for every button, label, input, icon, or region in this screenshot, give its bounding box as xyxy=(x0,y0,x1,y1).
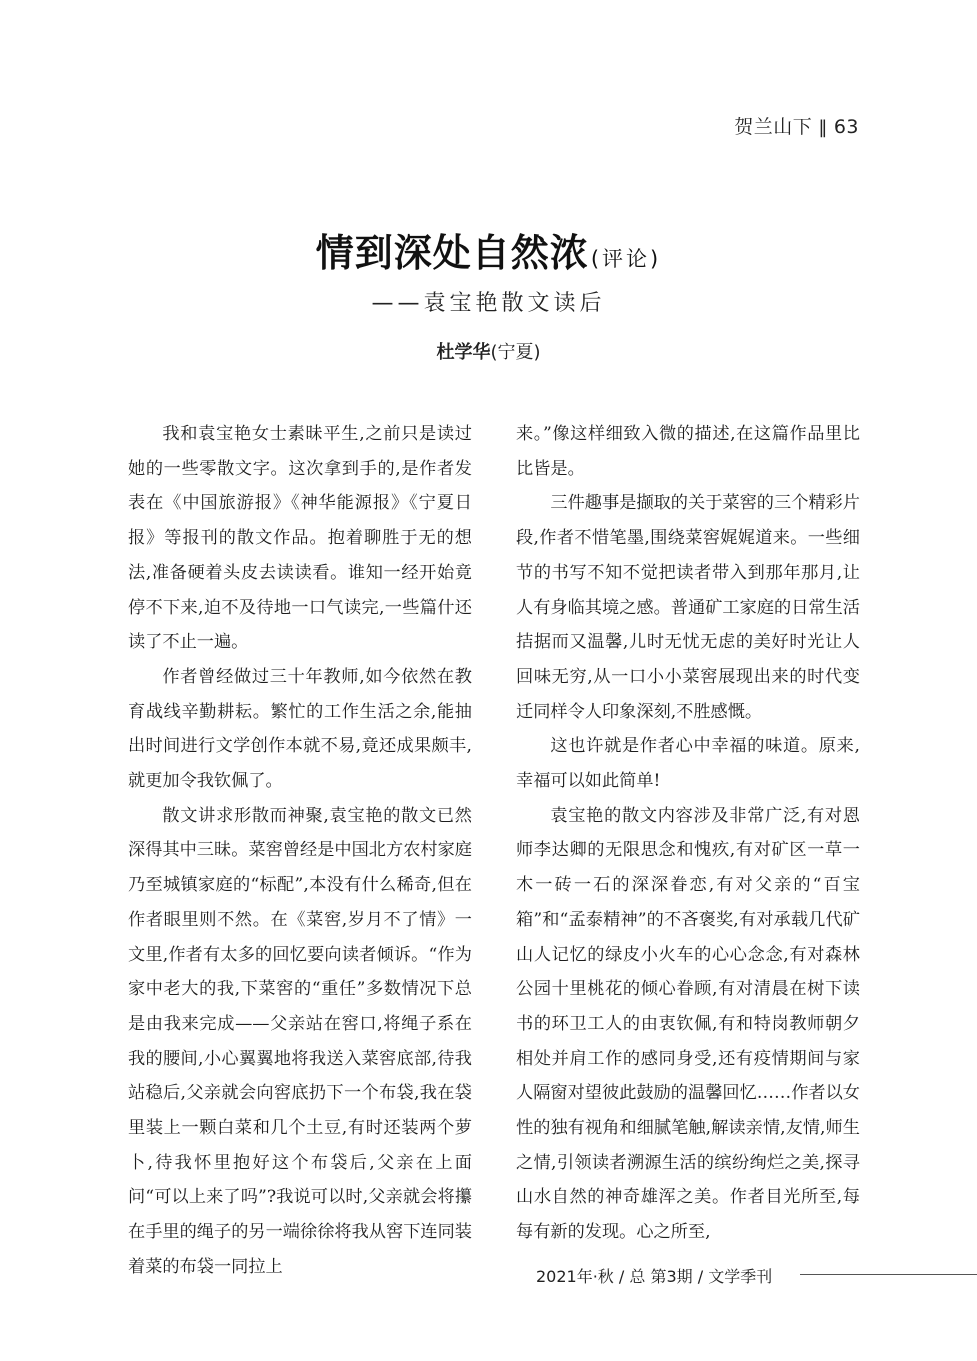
paragraph: 袁宝艳的散文内容涉及非常广泛,有对恩师李达卿的无限思念和愧疚,有对矿区一草一木一砖一石的深深眷恋,有对父亲的“百宝箱”和“孟泰精神”的不吝褒奖,有对承载几代矿山人记忆的绿皮小火车的心心念念,有对森林公园十里桃花的倾心眷顾,有对清晨在树下读书的环卫工人的由衷钦佩,有和特岗教师朝夕相处并肩工作的感同身受,还有疫情期间与家人隔窗对望彼此鼓励的温馨回忆……作者以女性的独有视角和细腻笔触,解读亲情,友情,师生之情,引领读者溯源生活的缤纷绚烂之美,探寻山水自然的神奇雄浑之美。作者目光所至,每每有新的发现。心之所至, xyxy=(516,805,860,1243)
footer-rule xyxy=(800,1274,977,1275)
section-name: 贺兰山下 xyxy=(734,116,813,138)
page-number: 63 xyxy=(833,116,859,138)
author-region: (宁夏) xyxy=(490,342,541,363)
paragraph: 散文讲求形散而神聚,袁宝艳的散文已然深得其中三昧。菜窖曾经是中国北方农村家庭乃至城镇家庭的“标配”,本没有什么稀奇,但在作者眼里则不然。在《菜窖,岁月不了情》一文里,作者有太多的回忆要向读者倾诉。“作为家中老大的我,下菜窖的“重任”多数情况下总是由我来完成——父亲站在窖口,将绳子系在我的腰间,小心翼翼地将我送入菜窖底部,待我站稳后,父亲就会向窖底扔下一个布袋,我在袋里装上一颗白菜和几个土豆,有时还装两个萝卜,待我怀里抱好这个布袋后,父亲在上面问“可以上来了吗”?我说可以时,父亲就会将攥在手里的绳子的另一端徐徐将我从窖下连同装着菜的布袋一同拉上 xyxy=(128,805,472,1277)
title-text: 情到深处自然浓 xyxy=(315,230,589,275)
article-title xyxy=(0,222,977,277)
paragraph: 我和袁宝艳女士素昧平生,之前只是读过她的一些零散文字。这次拿到手的,是作者发表在《中国旅游报》《神华能源报》《宁夏日报》等报刊的散文作品。抱着聊胜于无的想法,准备硬着头皮去读读看。谁知一经开始竟停不下来,迫不及待地一口气读完,一些篇什还读了不止一遍。 xyxy=(128,424,472,653)
paragraph: 三件趣事是撷取的关于菜窖的三个精彩片段,作者不惜笔墨,围绕菜窖娓娓道来。一些细节的书写不知不觉把读者带入到那年那月,让人有身临其境之感。普通矿工家庭的日常生活拮据而又温馨,儿时无忧无虑的美好时光让人回味无穷,从一口小小菜窖展现出来的时代变迁同样令人印象深刻,不胜感慨。 xyxy=(516,493,860,722)
paragraph: 作者曾经做过三十年教师,如今依然在教育战线辛勤耕耘。繁忙的工作生活之余,能抽出时间进行文学创作本就不易,竟还成果颇丰,就更加令我钦佩了。 xyxy=(128,666,472,792)
title-tag: (评论) xyxy=(590,247,662,271)
left-column xyxy=(128,417,472,1285)
paragraph: 这也许就是作者心中幸福的味道。原来,幸福可以如此简单! xyxy=(516,736,860,792)
paragraph-continued: 来。”像这样细致入微的描述,在这篇作品里比比皆是。 xyxy=(516,424,860,479)
running-header xyxy=(734,112,859,139)
header-separator: ‖ xyxy=(818,117,828,138)
right-column xyxy=(516,417,860,1250)
author-name: 杜学华 xyxy=(436,342,491,363)
byline xyxy=(0,338,977,364)
article-subtitle: ——袁宝艳散文读后 xyxy=(371,291,606,316)
page-footer: 2021年·秋 / 总 第3期 / 文学季刊 xyxy=(536,1267,773,1286)
